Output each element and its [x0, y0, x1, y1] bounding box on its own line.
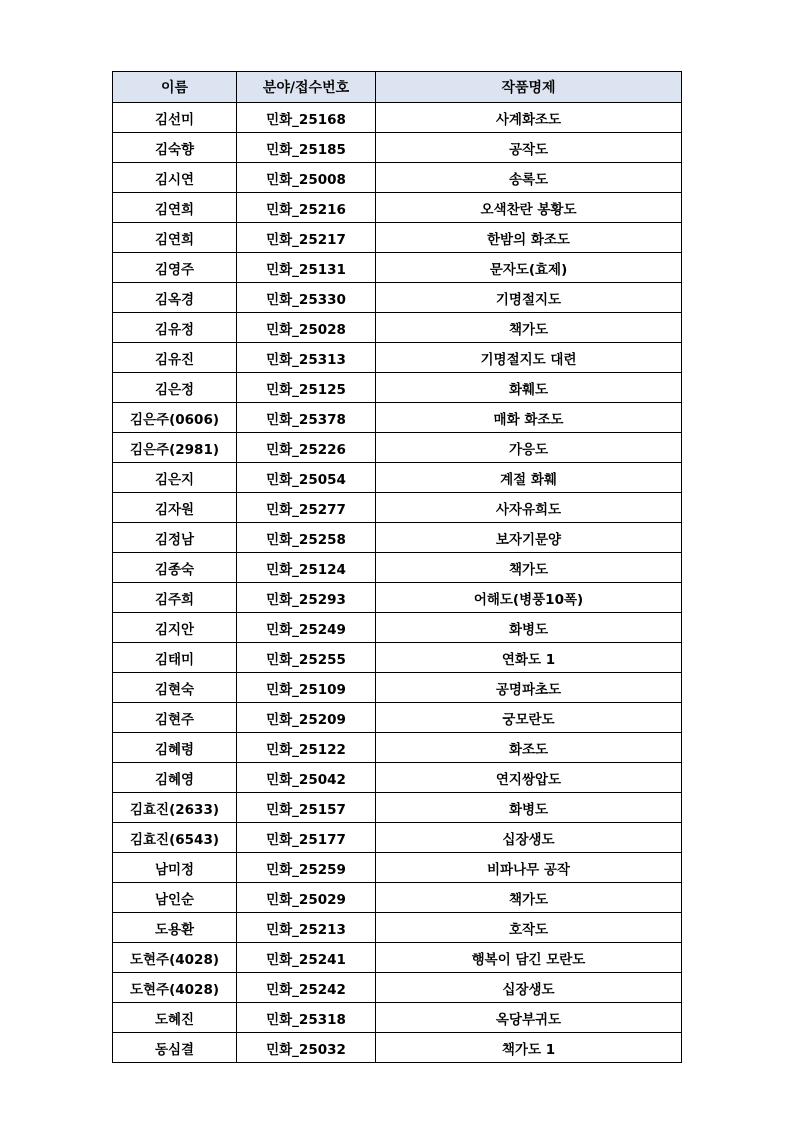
- cell-title: 화병도: [376, 793, 682, 823]
- cell-code: 민화_25131: [237, 253, 376, 283]
- table-row: [113, 433, 682, 463]
- cell-title: 가응도: [376, 433, 682, 463]
- cell-title: 십장생도: [376, 973, 682, 1003]
- cell-code: 민화_25378: [237, 403, 376, 433]
- cell-name: 김연희: [113, 223, 237, 253]
- cell-name: 도용환: [113, 913, 237, 943]
- cell-code: 민화_25124: [237, 553, 376, 583]
- cell-title: 공작도: [376, 133, 682, 163]
- table-row: [113, 403, 682, 433]
- cell-name: 김연희: [113, 193, 237, 223]
- table-row: [113, 163, 682, 193]
- cell-code: 민화_25209: [237, 703, 376, 733]
- cell-title: 매화 화조도: [376, 403, 682, 433]
- cell-title: 연화도 1: [376, 643, 682, 673]
- table-row: [113, 313, 682, 343]
- table-row: [113, 373, 682, 403]
- cell-code: 민화_25032: [237, 1033, 376, 1063]
- cell-code: 민화_25177: [237, 823, 376, 853]
- table-row: [113, 733, 682, 763]
- cell-code: 민화_25330: [237, 283, 376, 313]
- cell-title: 옥당부귀도: [376, 1003, 682, 1033]
- cell-name: 김지안: [113, 613, 237, 643]
- cell-code: 민화_25028: [237, 313, 376, 343]
- cell-title: 기명절지도: [376, 283, 682, 313]
- table-row: [113, 193, 682, 223]
- cell-title: 사계화조도: [376, 103, 682, 133]
- cell-name: 김영주: [113, 253, 237, 283]
- table-row: [113, 103, 682, 133]
- cell-code: 민화_25216: [237, 193, 376, 223]
- cell-code: 민화_25109: [237, 673, 376, 703]
- cell-name: 김숙향: [113, 133, 237, 163]
- cell-title: 어해도(병풍10폭): [376, 583, 682, 613]
- table-row: [113, 763, 682, 793]
- cell-title: 문자도(효제): [376, 253, 682, 283]
- table-row: [113, 1003, 682, 1033]
- cell-name: 동심결: [113, 1033, 237, 1063]
- cell-code: 민화_25241: [237, 943, 376, 973]
- table-row: [113, 883, 682, 913]
- cell-title: 십장생도: [376, 823, 682, 853]
- cell-name: 남미정: [113, 853, 237, 883]
- table-row: [113, 673, 682, 703]
- header-name: 이름: [113, 72, 237, 103]
- table-row: [113, 553, 682, 583]
- cell-name: 남인순: [113, 883, 237, 913]
- table-row: [113, 823, 682, 853]
- table-row: [113, 943, 682, 973]
- table-row: [113, 493, 682, 523]
- cell-name: 김은지: [113, 463, 237, 493]
- table-row: [113, 853, 682, 883]
- cell-title: 책가도: [376, 883, 682, 913]
- table-row: [113, 643, 682, 673]
- cell-name: 김자원: [113, 493, 237, 523]
- cell-title: 책가도: [376, 313, 682, 343]
- cell-name: 김유정: [113, 313, 237, 343]
- cell-code: 민화_25242: [237, 973, 376, 1003]
- cell-title: 사자유희도: [376, 493, 682, 523]
- cell-title: 화훼도: [376, 373, 682, 403]
- cell-code: 민화_25008: [237, 163, 376, 193]
- cell-name: 도현주(4028): [113, 943, 237, 973]
- cell-code: 민화_25258: [237, 523, 376, 553]
- cell-name: 김혜령: [113, 733, 237, 763]
- entries-table: [112, 71, 682, 1063]
- cell-code: 민화_25259: [237, 853, 376, 883]
- cell-name: 김시연: [113, 163, 237, 193]
- cell-name: 김은주(2981): [113, 433, 237, 463]
- table-row: [113, 463, 682, 493]
- table-row: [113, 133, 682, 163]
- cell-name: 김종숙: [113, 553, 237, 583]
- table-row: [113, 973, 682, 1003]
- table-row: [113, 223, 682, 253]
- cell-code: 민화_25318: [237, 1003, 376, 1033]
- cell-code: 민화_25157: [237, 793, 376, 823]
- table-row: [113, 343, 682, 373]
- cell-title: 공명파초도: [376, 673, 682, 703]
- cell-name: 김효진(2633): [113, 793, 237, 823]
- cell-code: 민화_25122: [237, 733, 376, 763]
- cell-code: 민화_25054: [237, 463, 376, 493]
- cell-title: 호작도: [376, 913, 682, 943]
- cell-code: 민화_25168: [237, 103, 376, 133]
- cell-code: 민화_25255: [237, 643, 376, 673]
- cell-code: 민화_25277: [237, 493, 376, 523]
- cell-code: 민화_25213: [237, 913, 376, 943]
- cell-name: 김태미: [113, 643, 237, 673]
- table-row: [113, 703, 682, 733]
- cell-code: 민화_25042: [237, 763, 376, 793]
- cell-name: 김주희: [113, 583, 237, 613]
- cell-code: 민화_25313: [237, 343, 376, 373]
- cell-title: 비파나무 공작: [376, 853, 682, 883]
- cell-name: 김현숙: [113, 673, 237, 703]
- table-row: [113, 253, 682, 283]
- cell-name: 도혜진: [113, 1003, 237, 1033]
- table-row: [113, 523, 682, 553]
- table-body: [113, 103, 682, 1063]
- cell-name: 김은주(0606): [113, 403, 237, 433]
- cell-code: 민화_25125: [237, 373, 376, 403]
- cell-name: 김은정: [113, 373, 237, 403]
- cell-name: 도현주(4028): [113, 973, 237, 1003]
- cell-name: 김현주: [113, 703, 237, 733]
- cell-code: 민화_25293: [237, 583, 376, 613]
- cell-title: 화병도: [376, 613, 682, 643]
- table-row: [113, 913, 682, 943]
- cell-name: 김유진: [113, 343, 237, 373]
- cell-title: 한밤의 화조도: [376, 223, 682, 253]
- cell-title: 송록도: [376, 163, 682, 193]
- cell-name: 김정남: [113, 523, 237, 553]
- cell-name: 김효진(6543): [113, 823, 237, 853]
- header-code: 분야/접수번호: [237, 72, 376, 103]
- cell-title: 궁모란도: [376, 703, 682, 733]
- cell-title: 오색찬란 봉황도: [376, 193, 682, 223]
- cell-title: 화조도: [376, 733, 682, 763]
- table-row: [113, 793, 682, 823]
- cell-title: 연지쌍압도: [376, 763, 682, 793]
- cell-name: 김옥경: [113, 283, 237, 313]
- table-row: [113, 583, 682, 613]
- cell-code: 민화_25249: [237, 613, 376, 643]
- cell-title: 계절 화훼: [376, 463, 682, 493]
- cell-code: 민화_25029: [237, 883, 376, 913]
- cell-code: 민화_25185: [237, 133, 376, 163]
- table-row: [113, 1033, 682, 1063]
- header-title: 작품명제: [376, 72, 682, 103]
- cell-name: 김혜영: [113, 763, 237, 793]
- cell-title: 보자기문양: [376, 523, 682, 553]
- cell-title: 기명절지도 대련: [376, 343, 682, 373]
- cell-name: 김선미: [113, 103, 237, 133]
- table-row: [113, 283, 682, 313]
- table-row: [113, 613, 682, 643]
- cell-title: 책가도: [376, 553, 682, 583]
- cell-title: 행복이 담긴 모란도: [376, 943, 682, 973]
- cell-code: 민화_25217: [237, 223, 376, 253]
- header-row: [113, 72, 682, 103]
- cell-title: 책가도 1: [376, 1033, 682, 1063]
- cell-code: 민화_25226: [237, 433, 376, 463]
